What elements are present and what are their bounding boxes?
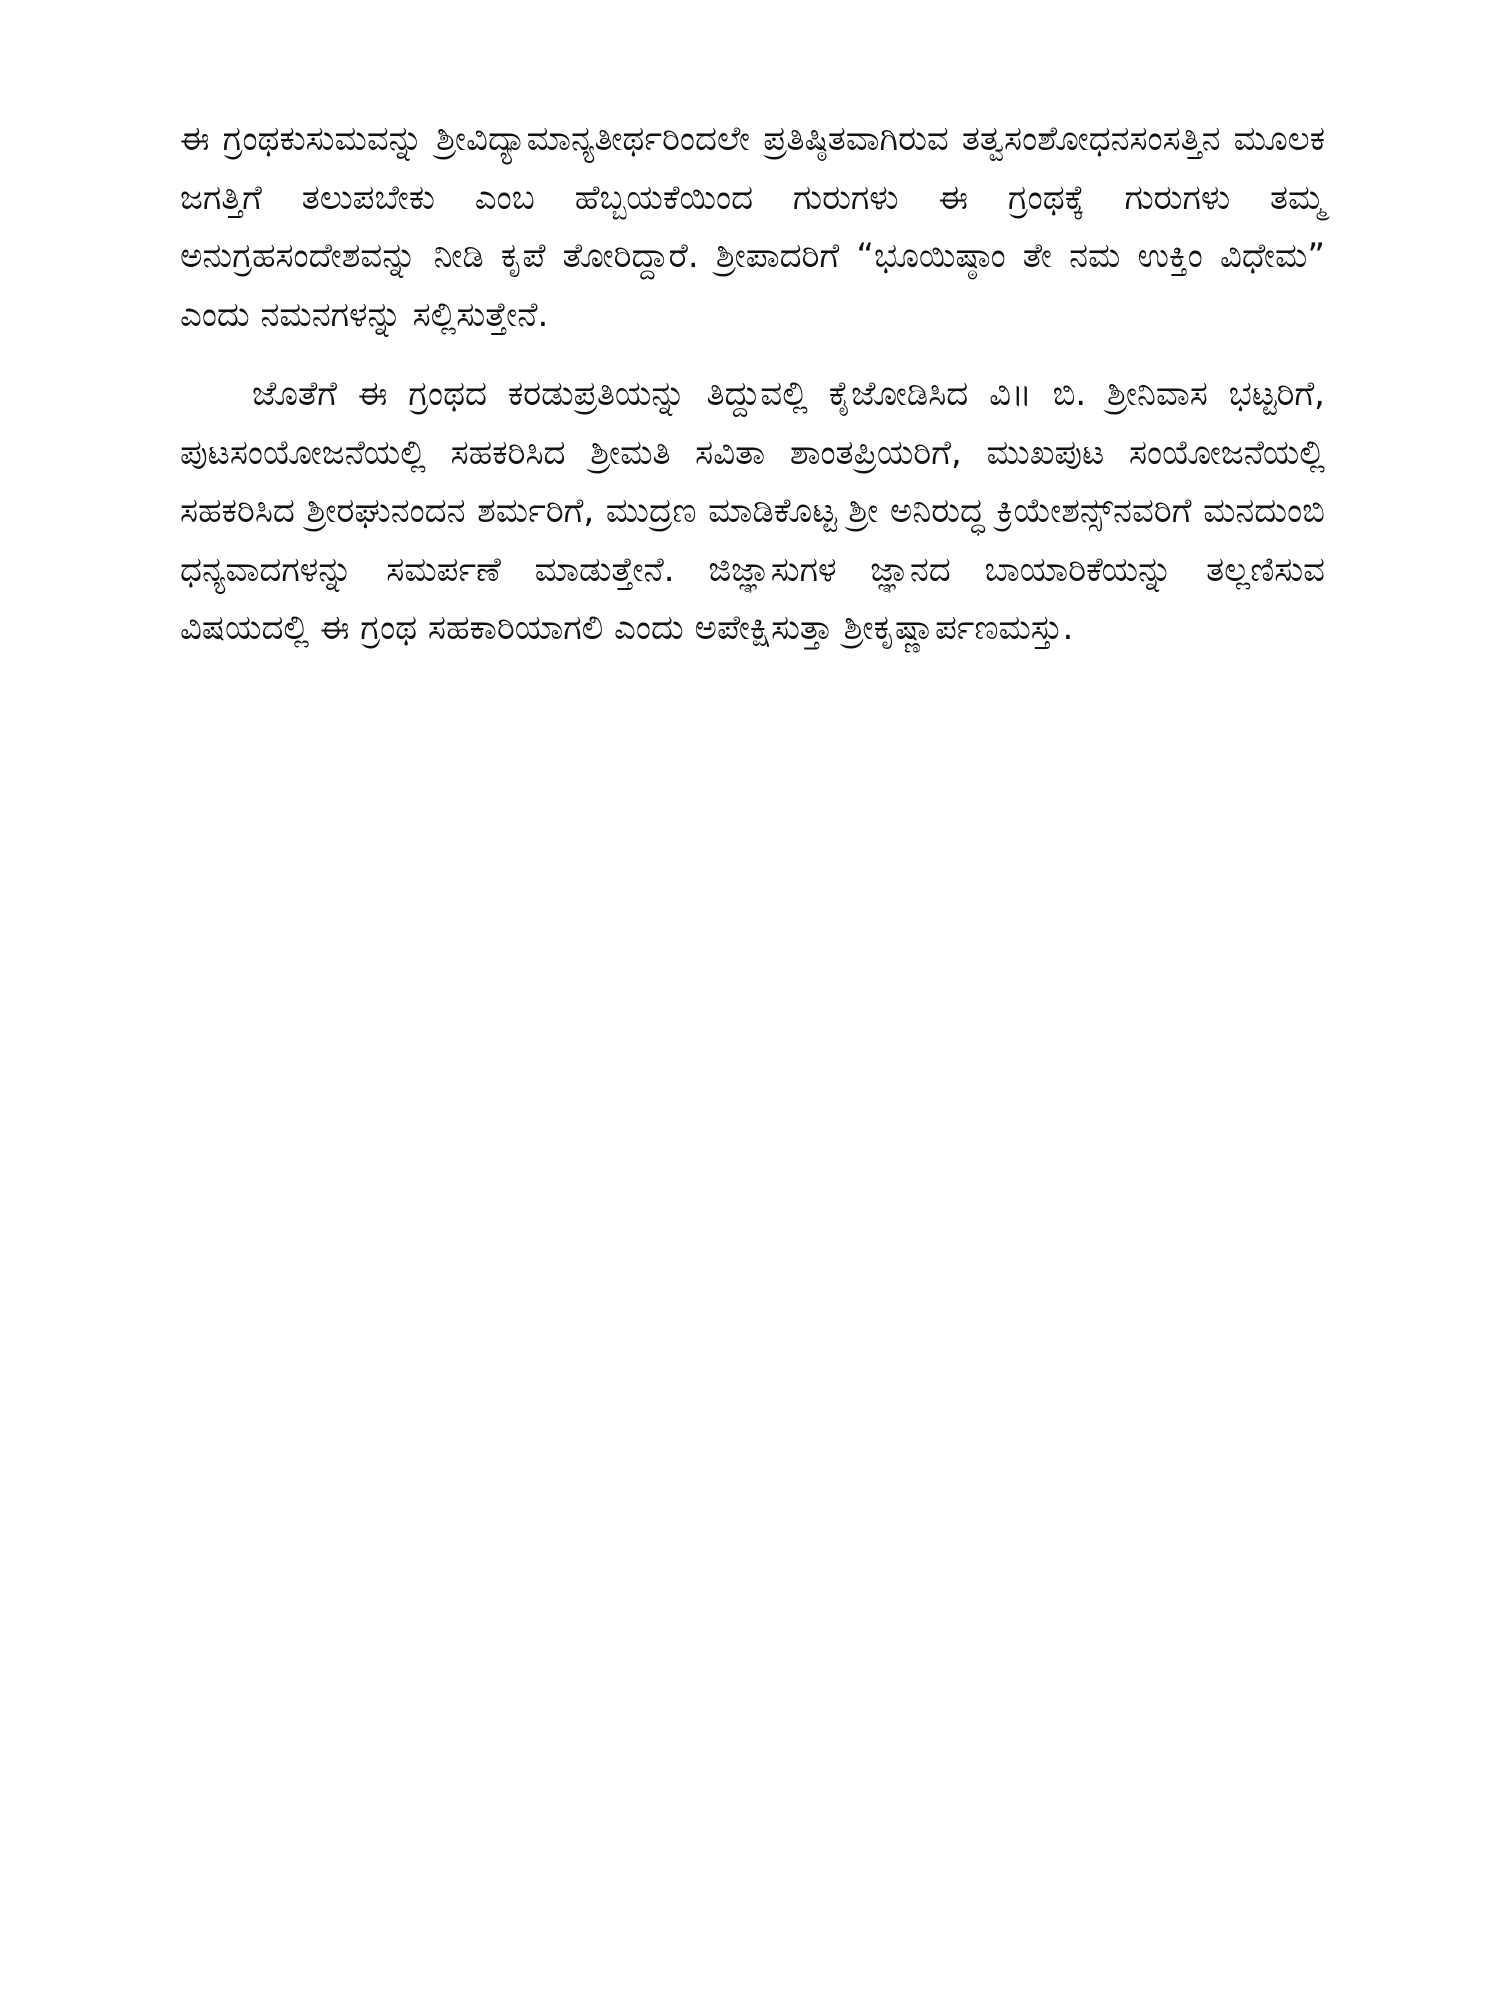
paragraph-2: ಜೊತೆಗೆ ಈ ಗ್ರಂಥದ ಕರಡುಪ್ರತಿಯನ್ನು ತಿದ್ದುವಲ್ಲಿ ಕೈಜೋಡಿಸಿದ ವಿ॥ ಬಿ. ಶ್ರೀನಿವಾಸ ಭಟ್ಟರಿಗೆ, ಪುಟಸಂಯೋಜನೆಯಲ್ಲಿ ಸಹಕರಿಸಿದ ಶ್ರೀಮತಿ ಸವಿತಾ ಶಾಂತಪ್ರಿಯರಿಗೆ, ಮುಖಪುಟ ಸಂಯೋಜನೆಯಲ್ಲಿ ಸಹಕರಿಸಿದ ಶ್ರೀರಘುನಂದನ ಶರ್ಮರಿಗೆ, ಮುದ್ರಣ ಮಾಡಿಕೊಟ್ಟ ಶ್ರೀ ಅನಿರುದ್ಧ ಕ್ರಿಯೇಶನ್ಸ್‌ನವರಿಗೆ ಮನದುಂಬಿ ಧನ್ಯವಾದಗಳನ್ನು ಸಮರ್ಪಣೆ ಮಾಡುತ್ತೇನೆ. ಜಿಜ್ಞಾಸುಗಳ ಜ್ಞಾನದ ಬಾಯಾರಿಕೆಯನ್ನು ತಲ್ಲಣಿಸುವ ವಿಷಯದಲ್ಲಿ ಈ ಗ್ರಂಥ ಸಹಕಾರಿಯಾಗಲಿ ಎಂದು ಅಪೇಕ್ಷಿಸುತ್ತಾ ಶ್ರೀಕೃಷ್ಣಾರ್ಪಣಮಸ್ತು. — [180, 374, 1325, 648]
paragraph-1: ಈ ಗ್ರಂಥಕುಸುಮವನ್ನು ಶ್ರೀವಿದ್ಯಾಮಾನ್ಯತೀರ್ಥರಿಂದಲೇ ಪ್ರತಿಷ್ಠಿತವಾಗಿರುವ ತತ್ವಸಂಶೋಧನಸಂಸತ್ತಿನ ಮೂಲಕ ಜಗತ್ತಿಗೆ ತಲುಪಬೇಕು ಎಂಬ ಹೆಬ್ಬಯಕೆಯಿಂದ ಗುರುಗಳು ಈ ಗ್ರಂಥಕ್ಕೆ ಗುರುಗಳು ತಮ್ಮ ಅನುಗ್ರಹಸಂದೇಶವನ್ನು ನೀಡಿ ಕೃಪೆ ತೋರಿದ್ದಾರೆ. ಶ್ರೀಪಾದರಿಗೆ “ಭೂಯಿಷ್ಠಾಂ ತೇ ನಮ ಉಕ್ತಿಂ ವಿಧೇಮ” ಎಂದು ನಮನಗಳನ್ನು ಸಲ್ಲಿಸುತ್ತೇನೆ. — [180, 119, 1325, 335]
body-text — [180, 110, 1325, 658]
